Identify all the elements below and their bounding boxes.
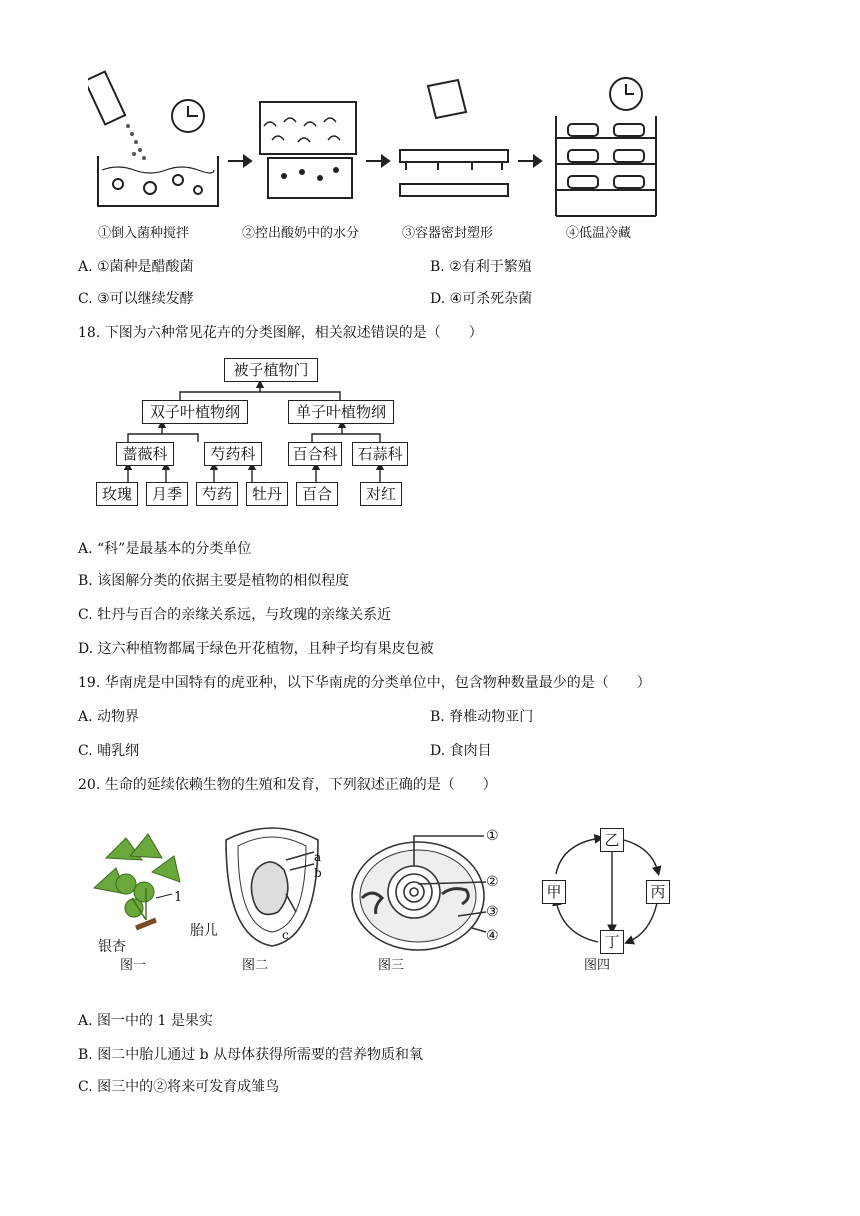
step-1-caption: ①倒入菌种搅拌: [98, 226, 190, 241]
node-species-peony: 芍药: [196, 482, 238, 506]
fig2-label-c: c: [282, 928, 289, 942]
fig4-node-jia: 甲: [542, 880, 566, 904]
node-class-monocot: 单子叶植物纲: [288, 400, 394, 424]
fig2-label-a: a: [314, 850, 322, 864]
node-phylum: 被子植物门: [224, 358, 318, 382]
q18-stem: 18. 下图为六种常见花卉的分类图解，相关叙述错误的是（ ）: [78, 325, 483, 341]
ginkgo-drawing: [86, 828, 196, 948]
node-family-liliaceae: 百合科: [288, 442, 342, 466]
q18-option-c[interactable]: C. 牡丹与百合的亲缘关系远，与玫瑰的亲缘关系近: [78, 607, 392, 623]
fig2-label-b: b: [314, 866, 322, 880]
step-3-caption: ③容器密封塑形: [402, 226, 494, 241]
pour-tube-icon: [88, 72, 125, 125]
node-species-rose: 玫瑰: [96, 482, 138, 506]
q19-option-c[interactable]: C. 哺乳纲: [78, 743, 140, 759]
node-family-rosaceae: 蔷薇科: [116, 442, 174, 466]
fig3-label-3: ③: [486, 904, 499, 920]
node-species-duihong: 对红: [360, 482, 402, 506]
q17-option-a[interactable]: A. ①菌种是醋酸菌: [78, 259, 194, 275]
fig3-caption: 图三: [378, 958, 405, 973]
q19-stem: 19. 华南虎是中国特有的虎亚种，以下华南虎的分类单位中，包含物种数量最少的是（ ）: [78, 675, 651, 691]
fig1-caption: 图一: [120, 958, 147, 973]
q17-option-b[interactable]: B. ②有利于繁殖: [430, 259, 532, 275]
step-2-caption: ②控出酸奶中的水分: [242, 226, 360, 241]
egg-drawing: [348, 828, 528, 958]
q17-option-d[interactable]: D. ④可杀死杂菌: [430, 291, 533, 307]
fig3-label-2: ②: [486, 874, 499, 890]
q20-option-a[interactable]: A. 图一中的 1 是果实: [78, 1013, 213, 1029]
fig1-label-plant: 银杏: [98, 939, 126, 955]
q19-option-d[interactable]: D. 食肉目: [430, 743, 492, 759]
q20-figures: [86, 820, 706, 980]
node-family-paeoniaceae: 芍药科: [204, 442, 262, 466]
q20-option-b[interactable]: B. 图二中胎儿通过 b 从母体获得所需要的营养物质和氧: [78, 1047, 424, 1063]
classification-tree: [90, 352, 430, 512]
node-class-dicot: 双子叶植物纲: [142, 400, 248, 424]
fig3-label-4: ④: [486, 928, 499, 944]
q18-option-b[interactable]: B. 该图解分类的依据主要是植物的相似程度: [78, 573, 350, 589]
node-family-amaryllidaceae: 石蒜科: [352, 442, 408, 466]
q19-option-a[interactable]: A. 动物界: [78, 709, 140, 725]
node-species-china-rose: 月季: [146, 482, 188, 506]
fig2-caption: 图二: [242, 958, 269, 973]
fig2-label-fetus: 胎儿: [190, 923, 218, 939]
fig1-label-1: 1: [174, 890, 183, 905]
q17-option-c[interactable]: C. ③可以继续发酵: [78, 291, 194, 307]
fig4-caption: 图四: [584, 958, 611, 973]
q18-option-a[interactable]: A. “科”是最基本的分类单位: [78, 541, 252, 557]
q20-option-c[interactable]: C. 图三中的②将来可发育成雏鸟: [78, 1079, 280, 1095]
node-species-lily: 百合: [296, 482, 338, 506]
fig4-node-ding: 丁: [600, 930, 624, 954]
step-4-caption: ④低温冷藏: [566, 226, 632, 241]
fig3-label-1: ①: [486, 828, 499, 844]
yogurt-process-drawing: [88, 66, 688, 246]
q18-option-d[interactable]: D. 这六种植物都属于绿色开花植物，且种子均有果皮包被: [78, 641, 434, 657]
fig4-node-yi: 乙: [600, 828, 624, 852]
uterus-drawing: [216, 820, 336, 950]
fig4-node-bing: 丙: [646, 880, 670, 904]
node-species-tree-peony: 牡丹: [246, 482, 288, 506]
q17-figure: [88, 66, 688, 246]
q20-stem: 20. 生命的延续依赖生物的生殖和发育，下列叙述正确的是（ ）: [78, 777, 497, 793]
q19-option-b[interactable]: B. 脊椎动物亚门: [430, 709, 534, 725]
